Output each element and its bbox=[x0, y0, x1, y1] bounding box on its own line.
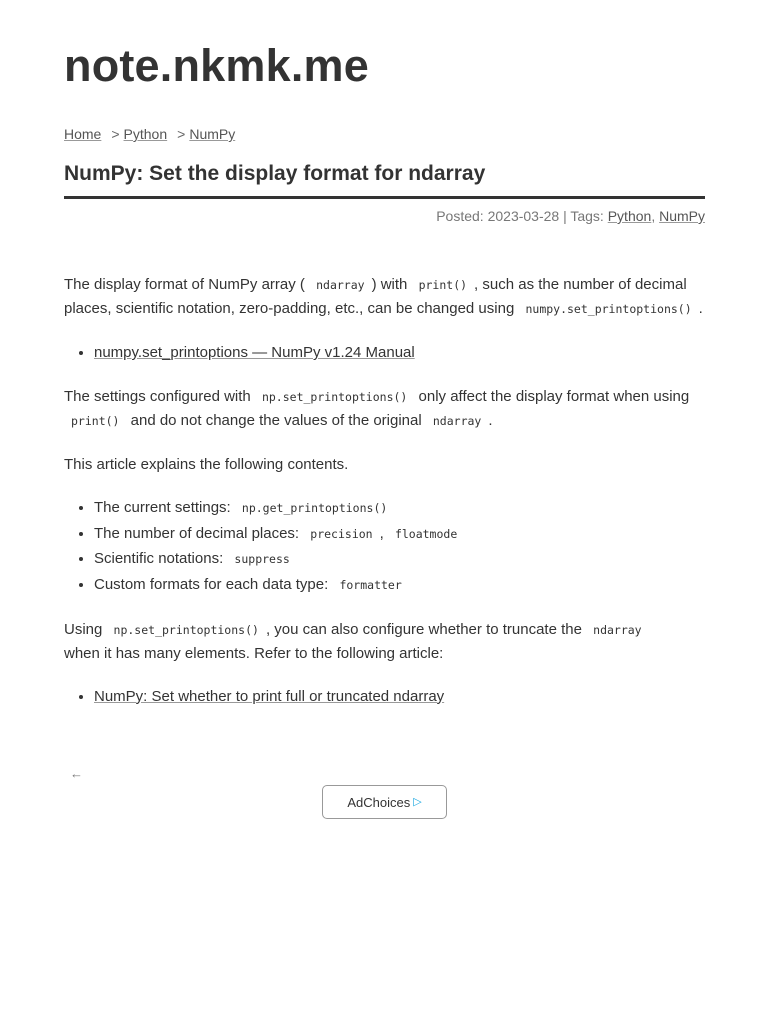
truncate-paragraph bbox=[64, 618, 705, 665]
list-item bbox=[94, 341, 705, 364]
related-list bbox=[94, 685, 705, 708]
reference-list bbox=[94, 341, 705, 364]
related-article-link[interactable]: NumPy: Set whether to print full or truncated ndarray bbox=[94, 687, 445, 705]
inline-code: np.get_printoptions() bbox=[241, 501, 388, 515]
toc-text: The current settings: bbox=[94, 499, 231, 516]
text: when it has many elements. Refer to the following article: bbox=[64, 644, 444, 662]
contents-intro: This article explains the following contents. bbox=[64, 456, 349, 473]
tag-numpy[interactable]: NumPy bbox=[659, 208, 705, 224]
adchoices-label: AdChoices bbox=[347, 794, 411, 810]
text: and do not change the values of the original bbox=[130, 412, 422, 429]
inline-code: numpy.set_printoptions() bbox=[525, 302, 692, 316]
inline-code: np.set_printoptions() bbox=[261, 390, 408, 404]
text: Using bbox=[64, 620, 103, 638]
intro-paragraph bbox=[64, 273, 705, 321]
article-title: NumPy: Set the display format for ndarray bbox=[64, 159, 705, 199]
inline-code: print() bbox=[418, 278, 468, 292]
inline-code: precision bbox=[310, 526, 373, 541]
tag-separator: , bbox=[651, 208, 656, 224]
text: . bbox=[698, 300, 703, 317]
breadcrumb bbox=[64, 123, 235, 146]
adchoices-triangle-icon: ▷ bbox=[413, 795, 422, 808]
text: , you can also configure whether to truncate the bbox=[265, 620, 582, 638]
text: only affect the display format when using bbox=[418, 388, 690, 405]
inline-code: print() bbox=[71, 414, 120, 428]
toc-item[interactable] bbox=[94, 496, 705, 520]
toc-text: Scientific notations: bbox=[94, 550, 224, 567]
tag-python[interactable]: Python bbox=[607, 208, 652, 224]
site-title[interactable]: note.nkmk.me bbox=[64, 40, 369, 91]
inline-code: np.set_printoptions() bbox=[113, 622, 259, 637]
text: . bbox=[488, 412, 493, 429]
breadcrumb-numpy[interactable]: NumPy bbox=[189, 126, 236, 142]
breadcrumb-python[interactable]: Python bbox=[123, 126, 168, 142]
toc-item[interactable] bbox=[94, 522, 705, 546]
inline-code: ndarray bbox=[593, 622, 642, 637]
inline-code: ndarray bbox=[316, 278, 365, 292]
toc-text: Custom formats for each data type: bbox=[94, 575, 329, 593]
posted-date: Posted: 2023-03-28 | Tags: bbox=[436, 208, 604, 224]
text: The display format of NumPy array ( bbox=[64, 276, 305, 293]
breadcrumb-home[interactable]: Home bbox=[64, 126, 102, 142]
post-meta bbox=[436, 205, 705, 228]
adchoices-button[interactable] bbox=[322, 785, 447, 819]
code-separator: , bbox=[379, 524, 384, 542]
text: , such as the number of decimal places, scientific notation, zero-padding, etc., can be changed using bbox=[64, 276, 687, 317]
breadcrumb-separator: > bbox=[177, 126, 186, 142]
list-item bbox=[94, 685, 705, 708]
numpy-manual-link[interactable]: numpy.set_printoptions — NumPy v1.24 Manual bbox=[94, 344, 415, 361]
inline-code: suppress bbox=[234, 552, 290, 566]
ad-back-arrow-icon[interactable]: ← bbox=[70, 766, 83, 781]
inline-code: floatmode bbox=[394, 526, 458, 541]
inline-code: formatter bbox=[339, 577, 402, 592]
settings-paragraph bbox=[64, 385, 705, 433]
toc-item[interactable] bbox=[94, 547, 705, 571]
article-content bbox=[64, 273, 705, 729]
inline-code: ndarray bbox=[432, 414, 482, 428]
toc-text: The number of decimal places: bbox=[94, 524, 300, 542]
table-of-contents bbox=[94, 496, 705, 597]
text: ) with bbox=[371, 276, 408, 293]
toc-item[interactable] bbox=[94, 573, 705, 597]
breadcrumb-separator: > bbox=[111, 126, 120, 142]
text: The settings configured with bbox=[64, 388, 251, 405]
